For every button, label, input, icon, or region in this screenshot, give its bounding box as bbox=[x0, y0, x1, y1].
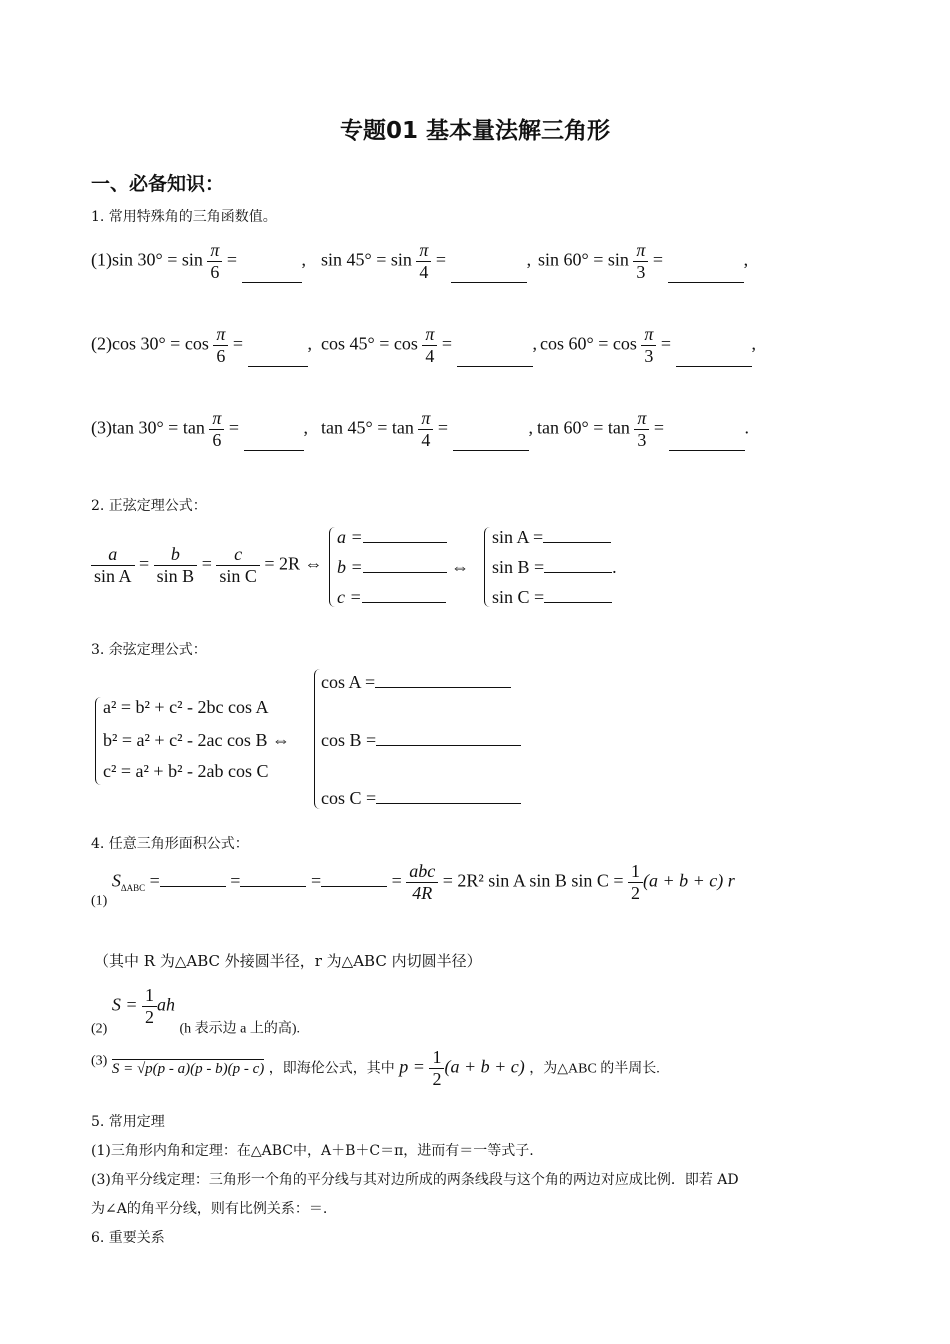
area-note: （其中 R 为△ABC 外接圆半径，r 为△ABC 内切圆半径） bbox=[94, 952, 482, 970]
section-heading: 一、必备知识： bbox=[91, 173, 225, 195]
sine-line-sinA: sin A = bbox=[492, 527, 611, 548]
trig-row-1-col-1: (1)sin 30° = sin $\frac{\pi}{6}$ = , bbox=[91, 240, 307, 282]
sine-line-b: b = ⇔ bbox=[337, 557, 470, 577]
trig-row-3-col-1: (3)tan 30° = tan $\frac{\pi}{6}$ = , bbox=[91, 408, 309, 450]
sine-line-a: a = bbox=[337, 527, 447, 548]
area-formula-2: $_{(2)}$ S = $\frac{1}{2}$ ah $_{(h 表示边 a 上的高).}$ bbox=[91, 985, 301, 1037]
cosine-eq-b: b² = a² + c² - 2ac cos B ⇔ bbox=[103, 730, 290, 750]
theorem-3-line-1: (3)角平分线定理：三角形一个角的平分线与其对边所成的两条线段与这个角的两边对应成比例．即若 AD bbox=[91, 1172, 739, 1188]
theorem-1: (1)三角形内角和定理：在△ABC中，A＋B＋C＝π，进而有＝一等式子. bbox=[91, 1143, 534, 1159]
item-3-heading: 3. 余弦定理公式： bbox=[91, 642, 207, 658]
item-4-heading: 4. 任意三角形面积公式： bbox=[91, 836, 249, 852]
brace-left-3 bbox=[95, 697, 102, 785]
sine-line-c: c = bbox=[337, 587, 446, 608]
trig-row-2-col-3: cos 60° = cos $\frac{\pi}{3}$ = , bbox=[540, 324, 757, 366]
theorem-3-line-2: 为∠A的角平分线，则有比例关系：＝. bbox=[91, 1201, 328, 1217]
area-formula-1: $_{(1)}$ $S_{\Delta ABC}$ = = = = $\frac{\text{abc}}{4R}$ = 2R² sin A sin B sin C = $\frac{1}{2}$ (a + b + c) r bbox=[91, 861, 735, 909]
page-title: 专题01 基本量法解三角形 bbox=[339, 118, 610, 144]
sine-line-sinC: sin C = bbox=[492, 587, 612, 608]
cosine-line-cosA: cos A = bbox=[321, 672, 511, 693]
trig-row-2-col-2: cos 45° = cos $\frac{\pi}{4}$ = , bbox=[321, 324, 538, 366]
trig-row-2-col-1: (2)cos 30° = cos $\frac{\pi}{6}$ = , bbox=[91, 324, 313, 366]
brace-left-2 bbox=[484, 527, 491, 607]
cosine-line-cosC: cos C = bbox=[321, 788, 521, 809]
brace-left-4 bbox=[314, 669, 321, 809]
item-5-heading: 5. 常用定理 bbox=[91, 1114, 165, 1130]
item-2-heading: 2. 正弦定理公式： bbox=[91, 498, 207, 514]
item-1-heading: 1. 常用特殊角的三角函数值。 bbox=[91, 209, 277, 225]
trig-row-1-col-3: sin 60° = sin $\frac{\pi}{3}$ = , bbox=[538, 240, 749, 282]
sine-line-sinB: sin B = . bbox=[492, 557, 617, 577]
trig-row-1-col-2: sin 45° = sin $\frac{\pi}{4}$ = , bbox=[321, 240, 532, 282]
trig-row-3-col-2: tan 45° = tan $\frac{\pi}{4}$ = , bbox=[321, 408, 534, 450]
cosine-eq-c: c² = a² + b² - 2ab cos C bbox=[103, 761, 269, 781]
cosine-line-cosB: cos B = bbox=[321, 730, 521, 751]
sine-rule-lhs: $\frac{a}{\text{sin A}}$ = $\frac{b}{\text{sin B}}$ = $\frac{c}{\text{sin C}}$ = 2R ⇔ bbox=[91, 544, 323, 587]
trig-row-3-col-3: tan 60° = tan $\frac{\pi}{3}$ = . bbox=[537, 408, 750, 450]
item-6-heading: 6. 重要关系 bbox=[91, 1230, 165, 1246]
area-formula-3: $^{(3)}$ S = √p(p - a)(p - b)(p - c) ，即海伦公式，其中 p = $\frac{1}{2}$ (a + b + c) ，为△ABC 的半周长. bbox=[91, 1047, 660, 1089]
brace-left-1 bbox=[329, 527, 336, 607]
cosine-eq-a: a² = b² + c² - 2bc cos A bbox=[103, 697, 269, 717]
